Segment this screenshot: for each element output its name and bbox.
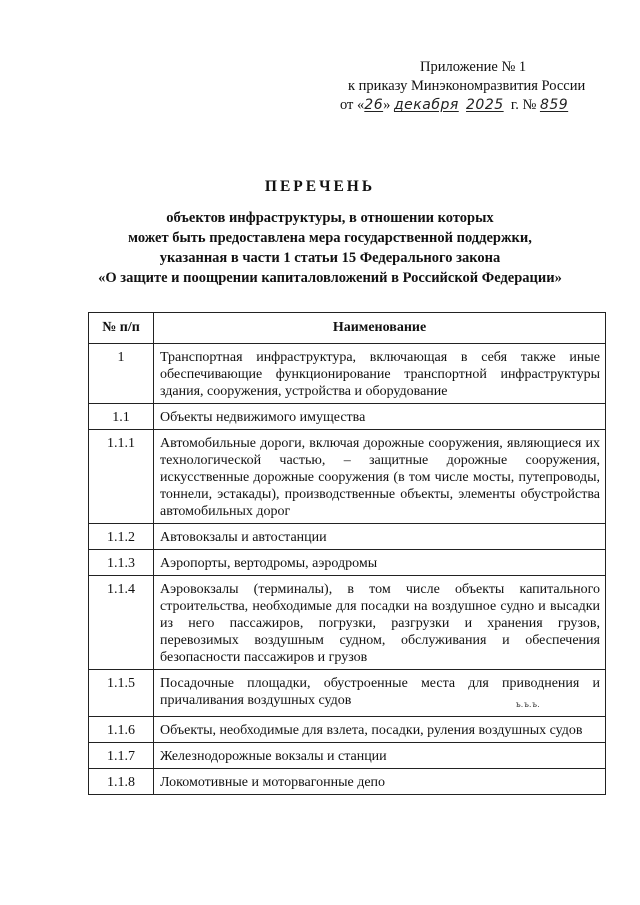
row-name: Локомотивные и моторвагонные депо <box>154 769 606 795</box>
row-name: Посадочные площадки, обустроенные места для приводнения и причаливания воздушных судов <box>160 676 600 708</box>
row-name: Аэропорты, вертодромы, аэродромы <box>154 550 606 576</box>
table-row <box>89 717 606 743</box>
subtitle-line: «О защите и поощрении капиталовложений в Российской Федерации» <box>98 270 562 286</box>
table-row <box>89 670 606 717</box>
number-label: г. № <box>510 97 537 113</box>
date-day: 26 <box>364 97 384 113</box>
row-number: 1 <box>89 344 154 404</box>
document-subtitle <box>60 208 600 288</box>
row-name-cell <box>154 670 606 717</box>
table-row <box>89 576 606 670</box>
row-name: Транспортная инфраструктура, включающая в себя также иные обеспечивающие функционирование транспортной инфраструктуры здания, сооружения, устройства и оборудование <box>154 344 606 404</box>
row-number: 1.1.7 <box>89 743 154 769</box>
table-row <box>89 743 606 769</box>
row-name: Автомобильные дороги, включая дорожные сооружения, являющиеся их технологической частью, – защитные дорожные сооружения, искусственные дорожные сооружения (в том числе мосты, путепроводы, тоннели, эстакады), производственные объекты, элементы обустройства автомобильных дорог <box>154 430 606 524</box>
table-row <box>89 430 606 524</box>
row-name: Автовокзалы и автостанции <box>154 524 606 550</box>
table-row <box>89 404 606 430</box>
table-header-row <box>89 313 606 344</box>
table-row <box>89 769 606 795</box>
document-title: ПЕРЕЧЕНЬ <box>264 178 376 195</box>
column-header-number: № п/п <box>89 313 154 344</box>
date-prefix: от « <box>340 97 365 113</box>
row-number: 1.1.3 <box>89 550 154 576</box>
order-date-line <box>340 96 610 115</box>
appendix-line: Приложение № 1 <box>420 59 527 75</box>
row-number: 1.1.6 <box>89 717 154 743</box>
handwritten-scribble: ъ.ъ.ъ. <box>515 700 540 709</box>
row-name: Железнодорожные вокзалы и станции <box>154 743 606 769</box>
column-header-name: Наименование <box>154 313 606 344</box>
date-year: 2025 <box>466 97 504 113</box>
table-row <box>89 550 606 576</box>
row-number: 1.1.5 <box>89 670 154 717</box>
date-mid: » <box>383 97 394 113</box>
row-name: Объекты, необходимые для взлета, посадки, руления воздушных судов <box>154 717 606 743</box>
date-month: декабря <box>393 97 459 113</box>
table-row <box>89 344 606 404</box>
subtitle-line: может быть предоставлена мера государственной поддержки, <box>128 230 532 246</box>
row-number: 1.1.1 <box>89 430 154 524</box>
row-number: 1.1.2 <box>89 524 154 550</box>
row-number: 1.1.8 <box>89 769 154 795</box>
subtitle-line: указанная в части 1 статьи 15 Федерального закона <box>159 250 501 266</box>
appendix-header <box>340 58 610 115</box>
order-number: 859 <box>539 97 569 113</box>
row-number: 1.1.4 <box>89 576 154 670</box>
order-line: к приказу Минэкономразвития России <box>348 78 586 94</box>
subtitle-line: объектов инфраструктуры, в отношении которых <box>166 210 494 226</box>
infrastructure-table <box>88 312 606 795</box>
row-name: Объекты недвижимого имущества <box>154 404 606 430</box>
row-name: Аэровокзалы (терминалы), в том числе объекты капитального строительства, необходимые для посадки на воздушное судно и высадки из него пассажиров, погрузки, разгрузки и хранения грузов, перевозимых воздушным судном, обслуживания и обеспечения безопасности пассажиров и грузов <box>154 576 606 670</box>
row-number: 1.1 <box>89 404 154 430</box>
table-row <box>89 524 606 550</box>
